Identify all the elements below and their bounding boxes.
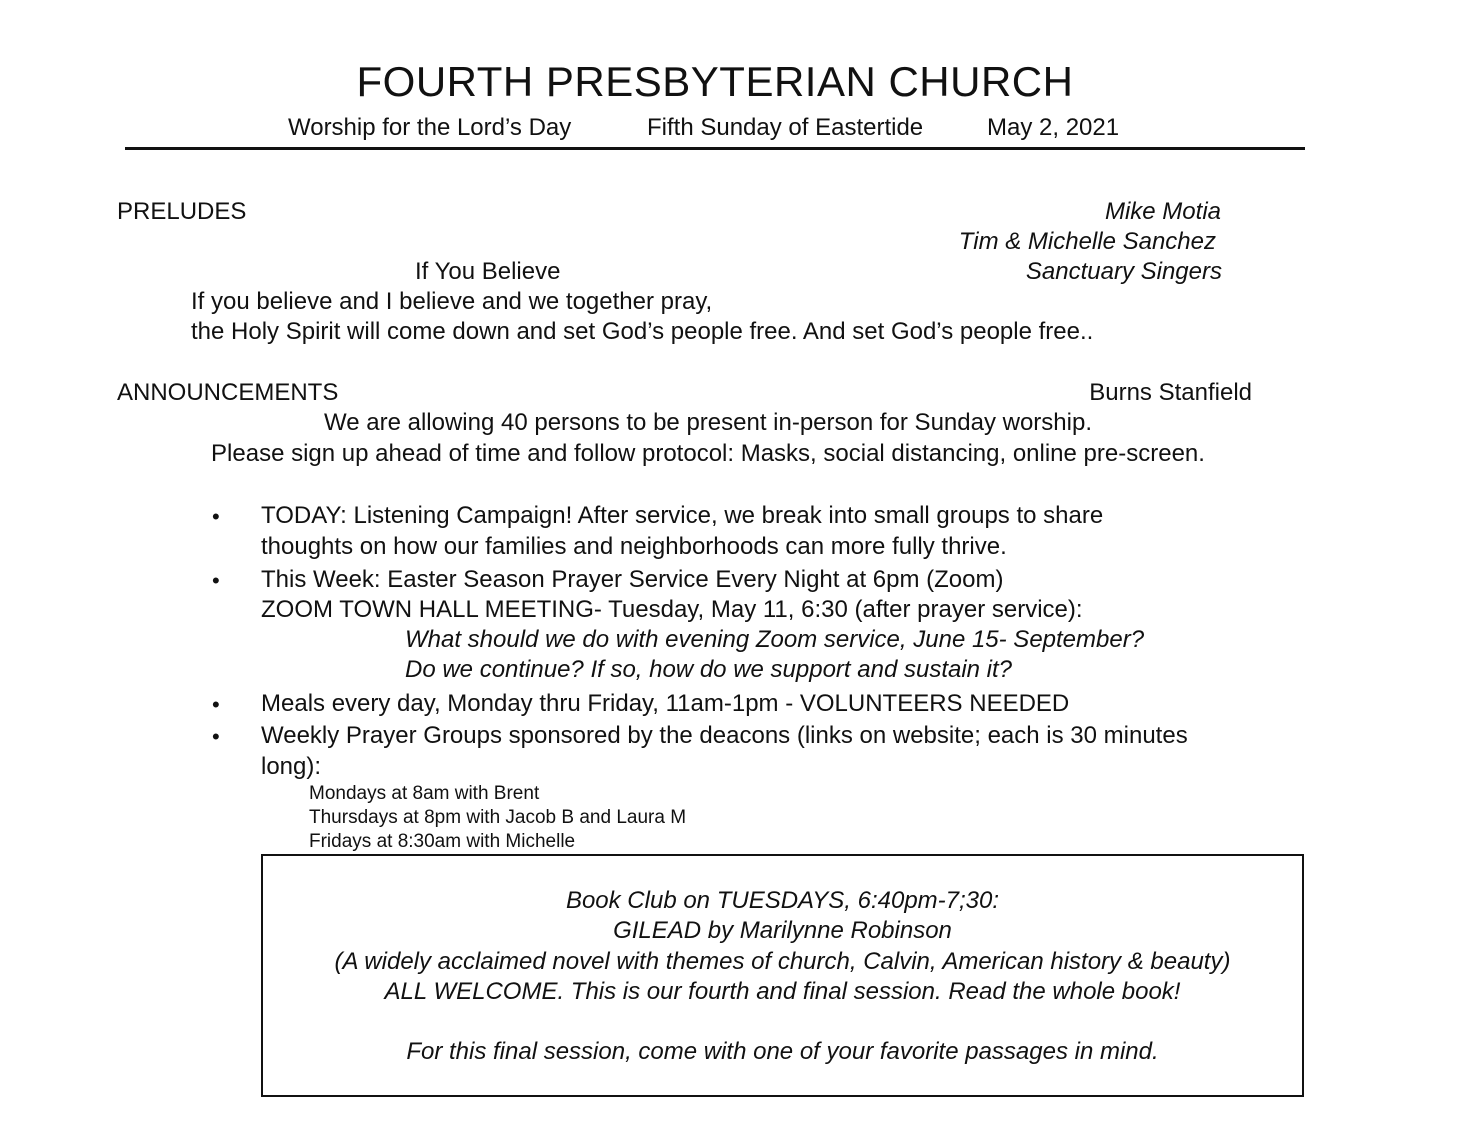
lyrics-line-1: If you believe and I believe and we together pray, [191, 288, 713, 315]
week-line-2: ZOOM TOWN HALL MEETING- Tuesday, May 11, 6:30 (after prayer service): [261, 596, 1083, 623]
book-club-box [261, 854, 1304, 1097]
season-label: Fifth Sunday of Eastertide [647, 114, 924, 141]
prayer-group-2: Thursdays at 8pm with Jacob B and Laura M [309, 807, 687, 828]
week-question-1: What should we do with evening Zoom service, June 15- September? [405, 626, 1145, 653]
lyrics-line-2: the Holy Spirit will come down and set God’s people free. And set God’s people free.. [191, 318, 1094, 345]
book-club-line-4: ALL WELCOME. This is our fourth and final session. Read the whole book! [384, 978, 1181, 1005]
prayer-group-1: Mondays at 8am with Brent [309, 783, 540, 804]
bullet-week: • [212, 568, 220, 593]
performer-1: Mike Motia [1104, 198, 1221, 225]
bullet-today: • [212, 504, 220, 529]
header-rule [125, 147, 1305, 150]
song-title: If You Believe [415, 258, 561, 285]
week-question-2: Do we continue? If so, how do we support and sustain it? [405, 656, 1013, 683]
church-title: FOURTH PRESBYTERIAN CHURCH [356, 58, 1074, 105]
prayer-group-3: Fridays at 8:30am with Michelle [309, 831, 576, 852]
book-club-line-2: GILEAD by Marilynne Robinson [613, 917, 952, 944]
announcements-leader: Burns Stanfield [1089, 379, 1252, 406]
bullet-meals: • [212, 692, 220, 717]
today-line-1: TODAY: Listening Campaign! After service, we break into small groups to share [261, 502, 1104, 529]
preludes-heading: PRELUDES [117, 198, 247, 225]
announcements-heading: ANNOUNCEMENTS [117, 379, 339, 406]
prayer-line-1: Weekly Prayer Groups sponsored by the deacons (links on website; each is 30 minutes [261, 722, 1188, 749]
prayer-line-2: long): [261, 753, 322, 780]
performer-2: Tim & Michelle Sanchez [958, 228, 1216, 255]
performer-3: Sanctuary Singers [1025, 258, 1222, 285]
book-club-line-1: Book Club on TUESDAYS, 6:40pm-7;30: [565, 887, 1000, 914]
book-club-line-3: (A widely acclaimed novel with themes of church, Calvin, American history & beauty) [334, 948, 1231, 975]
announcement-intro-1: We are allowing 40 persons to be present in-person for Sunday worship. [324, 409, 1092, 436]
service-date: May 2, 2021 [987, 114, 1120, 141]
week-line-1: This Week: Easter Season Prayer Service Every Night at 6pm (Zoom) [261, 566, 1004, 593]
announcement-intro-2: Please sign up ahead of time and follow protocol: Masks, social distancing, online pre-screen. [211, 440, 1205, 467]
worship-label: Worship for the Lord’s Day [288, 114, 572, 141]
bullet-prayer: • [212, 724, 220, 749]
today-line-2: thoughts on how our families and neighborhoods can more fully thrive. [261, 533, 1007, 560]
book-club-closing: For this final session, come with one of your favorite passages in mind. [406, 1038, 1159, 1065]
meals-line: Meals every day, Monday thru Friday, 11am-1pm - VOLUNTEERS NEEDED [261, 690, 1070, 717]
